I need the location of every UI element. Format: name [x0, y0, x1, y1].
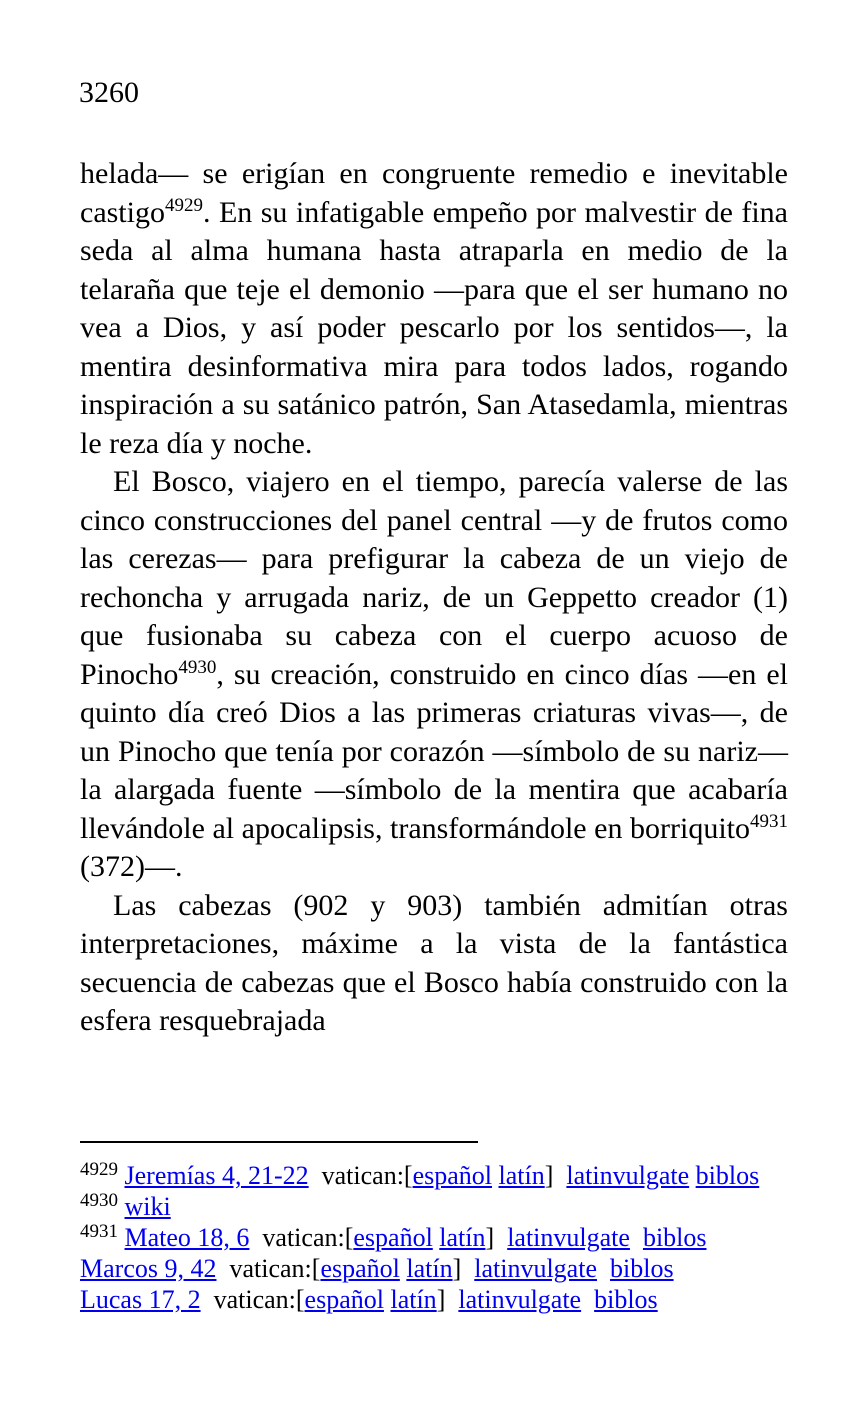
- footnote-line: [80, 1191, 788, 1222]
- footnote-link[interactable]: Mateo 18, 6: [124, 1223, 250, 1252]
- footnote-link[interactable]: español: [320, 1254, 400, 1283]
- footnote-link[interactable]: latín: [498, 1161, 545, 1190]
- footnote-link[interactable]: biblos: [695, 1161, 760, 1190]
- footnote: [80, 1160, 788, 1191]
- footnote: [80, 1191, 788, 1222]
- footnote-link[interactable]: latinvulgate: [458, 1285, 582, 1314]
- footnotes: [80, 1160, 788, 1315]
- footnote-link[interactable]: Marcos 9, 42: [80, 1254, 217, 1283]
- footnote-link[interactable]: latín: [406, 1254, 453, 1283]
- footnote-link[interactable]: Jeremías 4, 21-22: [124, 1161, 309, 1190]
- footnote-ref: 4930: [178, 656, 217, 678]
- footnote-link[interactable]: biblos: [610, 1254, 674, 1283]
- footnote-link[interactable]: latín: [439, 1223, 486, 1252]
- paragraph: El Bosco, viajero en el tiempo, parecía valerse de las cinco construcciones del panel central —y de frutos como las cerezas— para prefigurar la cabeza de un viejo de rechoncha y arrugada nariz, de un Geppetto creador (1) que fusionaba su cabeza con el cuerpo acuoso de Pinocho$^{4930}$, su creación, construido en cinco días —en el quinto día creó Dios a las primeras criaturas vivas—, de un Pinocho que tenía por corazón —símbolo de su nariz— la alargada fuente —símbolo de la mentira que acabaría llevándole al apocalipsis, transformándole en borriquito$^{4931}$ (372)—.: [80, 465, 788, 883]
- footnote-link[interactable]: español: [412, 1161, 492, 1190]
- footnote-line: Marcos 9, 42 vatican:[español latín] latinvulgate biblos: [80, 1254, 674, 1283]
- footnote-link[interactable]: latinvulgate: [474, 1254, 597, 1283]
- footnote-line: $^{4931}$ Mateo 18, 6 vatican:[español latín] latinvulgate biblos: [80, 1221, 707, 1252]
- footnote-separator: [80, 1141, 478, 1143]
- footnote-link[interactable]: latín: [390, 1285, 437, 1314]
- paragraph: helada— se erigían en congruente remedio e inevitable castigo$^{4929}$. En su infatigable empeño por malvestir de fina seda al alma humana hasta atraparla en medio de la telaraña que teje el demonio —para que el ser humano no vea a Dios, y así poder pescarlo por los sentidos—, la mentira desinformativa mira para todos lados, rogando inspiración a su satánico patrón, San Atasedamla, mientras le reza día y noche.: [80, 157, 788, 460]
- footnote-line: Lucas 17, 2 vatican:[español latín] latinvulgate biblos: [80, 1285, 658, 1314]
- footnote-link[interactable]: biblos: [594, 1285, 658, 1314]
- footnote-ref: 4931: [750, 810, 788, 832]
- footnote-link[interactable]: biblos: [642, 1223, 707, 1252]
- footnote: [80, 1222, 788, 1315]
- footnote-marker: 4930: [80, 1190, 118, 1211]
- footnote-marker: 4931: [80, 1221, 118, 1242]
- footnote-marker: 4929: [80, 1159, 118, 1180]
- body-text: [80, 155, 788, 1041]
- footnote-link[interactable]: Lucas 17, 2: [80, 1285, 201, 1314]
- footnote-link[interactable]: latinvulgate: [507, 1223, 630, 1252]
- footnote-line: $^{4929}$ Jeremías 4, 21-22 vatican:[español latín] latinvulgate biblos: [80, 1159, 760, 1190]
- footnote-link[interactable]: español: [304, 1285, 384, 1314]
- footnote-link[interactable]: español: [353, 1223, 433, 1252]
- paragraph: Las cabezas (902 y 903) también admitían otras interpretaciones, máxime a la vista de la fantástica secuencia de cabezas que el Bosco había construido con la esfera resquebrajada: [80, 888, 788, 1037]
- footnote-link[interactable]: latinvulgate: [566, 1161, 690, 1190]
- footnote-ref: 4929: [164, 194, 203, 216]
- page-number: 3260: [79, 76, 139, 109]
- footnote-link[interactable]: wiki: [124, 1192, 171, 1221]
